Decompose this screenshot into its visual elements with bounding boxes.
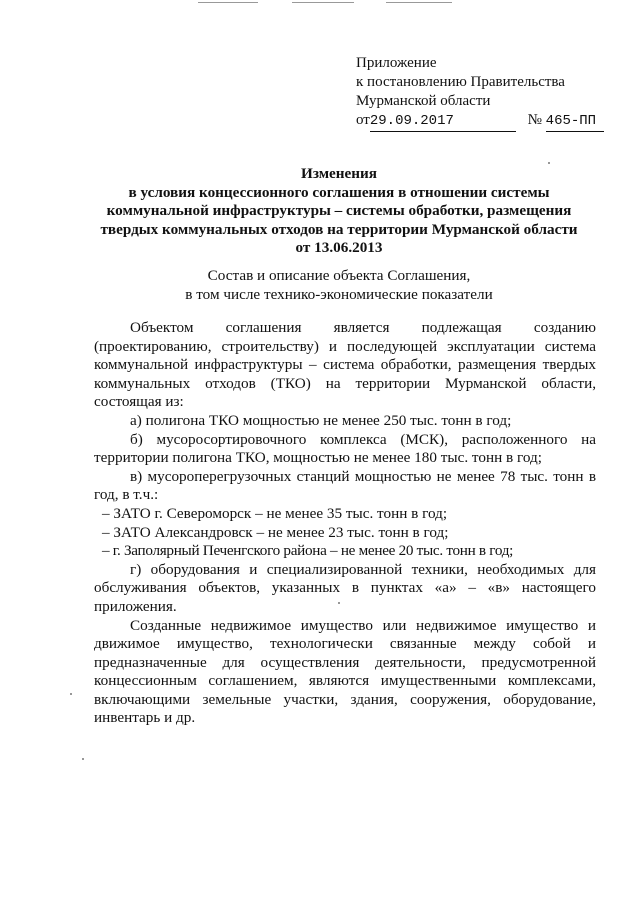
- scan-edge-line: [386, 2, 452, 3]
- scan-speck: [70, 693, 72, 695]
- decree-number: 465-ПП: [546, 112, 604, 132]
- scan-speck: [548, 162, 550, 164]
- list-item-b: б) мусоросортировочного комплекса (МСК), расположенного на территории полигона ТКО, мощностью не менее 180 тыс. тонн в год;: [94, 430, 596, 467]
- number-label: №: [527, 112, 542, 128]
- appendix-decree: к постановлению Правительства: [356, 74, 565, 90]
- list-item-a: а) полигона ТКО мощностью не менее 250 тыс. тонн в год;: [130, 411, 512, 429]
- sublist-item: – ЗАТО Александровск – не менее 23 тыс. тонн в год;: [102, 523, 449, 541]
- title-line: в условия концессионного соглашения в отношении системы: [128, 183, 550, 201]
- decree-date: 29.09.2017: [370, 112, 516, 132]
- section-subtitle: [96, 266, 582, 304]
- subtitle-line: Состав и описание объекта Соглашения,: [207, 267, 471, 284]
- title-line: от 13.06.2013: [295, 239, 383, 256]
- document-body: [94, 319, 596, 728]
- scan-edge-line: [292, 2, 354, 3]
- scan-speck: [338, 602, 340, 604]
- title-line: коммунальной инфраструктуры – системы обработки, размещения: [106, 202, 572, 219]
- list-item-c: в) мусороперегрузочных станций мощностью не менее 78 тыс. тонн в год, в т.ч.:: [94, 467, 596, 504]
- appendix-date-number: [356, 111, 604, 132]
- subtitle-line: в том числе технико-экономические показатели: [185, 286, 493, 303]
- closing-paragraph: Созданные недвижимое имущество или недвижимое имущество и движимое имущество, технологически связанные между собой и предназначенные для осуществления деятельности, предусмотренной концессионным соглашением, являются имущественными комплексами, включающими земельные участки, здания, сооружения, оборудование, инвентарь и др.: [94, 616, 596, 727]
- intro-paragraph: Объектом соглашения является подлежащая созданию (проектированию, строительству) и последующей эксплуатации система коммунальной инфраструктуры – система обработки, размещения твердых коммунальных отходов (ТКО) на территории Мурманской области, состоящая из:: [94, 319, 596, 411]
- appendix-block: [356, 54, 604, 132]
- list-item-g: г) оборудования и специализированной техники, необходимых для обслуживания объектов, указанных в пунктах «а» – «в» настоящего приложения.: [94, 560, 596, 615]
- sublist-item: – ЗАТО г. Североморск – не менее 35 тыс. тонн в год;: [102, 504, 448, 522]
- scan-edge-line: [198, 2, 258, 3]
- title-line: Изменения: [301, 165, 377, 182]
- from-label: от: [356, 112, 370, 128]
- scan-speck: [82, 758, 84, 760]
- title-line: твердых коммунальных отходов на территории Мурманской области: [100, 220, 578, 238]
- appendix-heading: Приложение: [356, 55, 437, 71]
- document-title: [96, 165, 582, 258]
- appendix-region: Мурманской области: [356, 93, 491, 109]
- sublist-item: – г. Заполярный Печенгского района – не менее 20 тыс. тонн в год;: [102, 542, 514, 560]
